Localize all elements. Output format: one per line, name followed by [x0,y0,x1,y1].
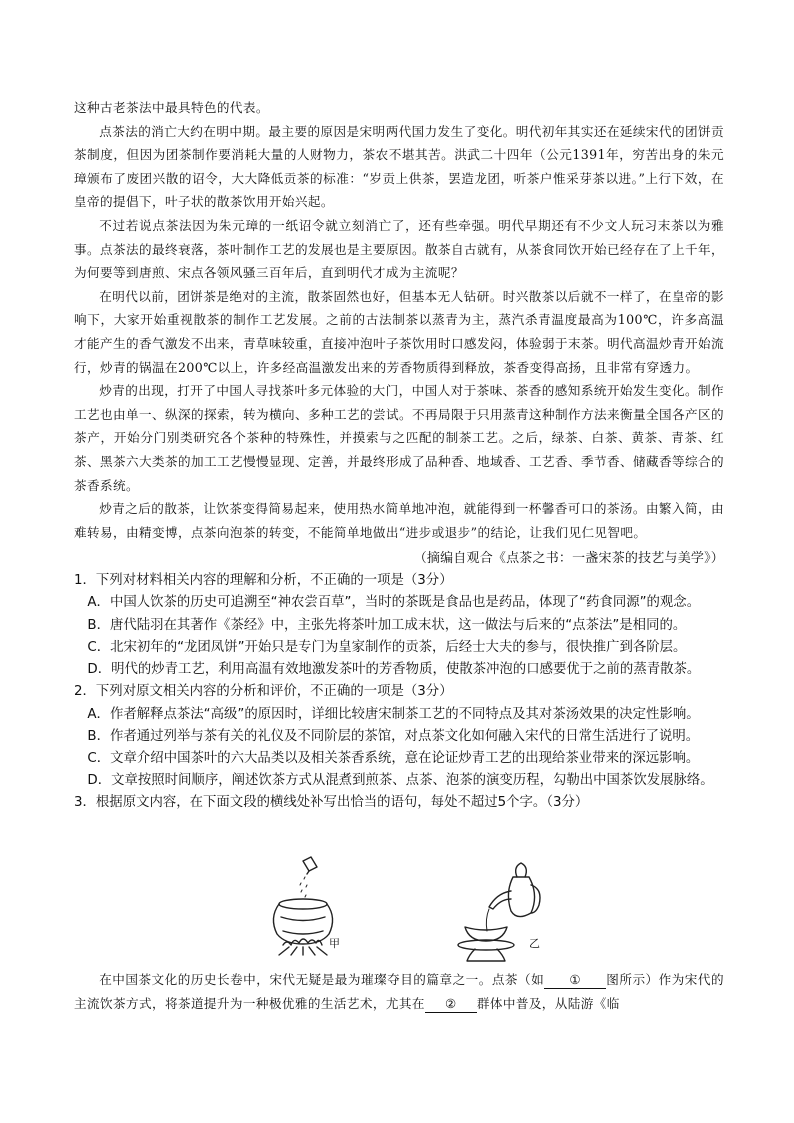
question-2-option-c: C．文章介绍中国茶叶的六大品类以及相关茶香系统，意在论证炒青工艺的出现给茶业带来的深远影响。 [87,750,700,766]
passage-source: （摘编自观合《点茶之书：一盏宋茶的技艺与美学》） [413,551,724,567]
tea-ewer-icon [489,863,540,917]
tea-cup-stand-icon [458,927,514,961]
tea-illustration-drawing [255,855,555,965]
fill-in-passage [74,968,724,1015]
fill-text-segment-2: 图所示）作为宋代的主流饮茶方式，将茶道提升为一种极优雅的生活艺术，尤其在 [74,972,724,1011]
falling-powder-icon [300,877,307,897]
question-1-option-d: D．明代的炒青工艺，利用高温有效地激发茶叶的芳香物质，使散茶冲泡的口感要优于之前的蒸青散茶。 [87,662,701,678]
question-1-option-b: B．唐代陆羽在其著作《茶经》中，主张先将茶叶加工成末状，这一做法与后来的“点茶法”是相同的。 [87,617,687,633]
question-2-option-d: D．文章按照时间顺序，阐述饮茶方式从混煮到煎茶、点茶、泡茶的演变历程，勾勒出中国茶饮发展脉络。 [87,773,714,789]
fire-icon [279,939,327,955]
passage-paragraph-5: 炒青之后的散茶，让饮茶变得简易起来，使用热水简单地冲泡，就能得到一杯馨香可口的茶汤。由繁入简，由难转易，由精变博，点茶向泡茶的转变，不能简单地做出“进步或退步”的结论，让我们见仁见智吧。 [74,501,724,540]
question-3 [74,792,724,814]
question-1 [74,570,724,681]
question-2 [74,681,724,792]
fill-blank-1[interactable]: ① [544,972,606,989]
reading-passage [74,96,724,815]
passage-paragraph-1: 点茶法的消亡大约在明中期。最主要的原因是宋明两代国力发生了变化。明代初年其实还在延续宋代的团饼贡茶制度，但因为团茶制作要消耗大量的人财物力，茶农不堪其苦。洪武二十四年（公元1391年，穷苦出身的朱元璋颁布了废团兴散的诏令，大大降低贡茶的标准：“岁贡上供茶，罢造龙团，听茶户惟采芽茶以进。”上行下效，在皇帝的提倡下，叶子状的散茶饮用开始兴起。 [74,123,724,210]
question-1-option-c: C．北宋初年的“龙团凤饼”开始只是专门为皇家制作的贡茶，后经士大夫的参与，很快推广到各阶层。 [87,639,687,655]
question-2-option-a: A．作者解释点茶法“高级”的原因时，详细比较唐宋制茶工艺的不同特点及其对茶汤效果的决定性影响。 [87,706,700,722]
passage-paragraph-4: 炒青的出现，打开了中国人寻找茶叶多元体验的大门，中国人对于茶味、茶香的感知系统开始发生变化。制作工艺也由单一、纵深的探索，转为横向、多种工艺的尝试。不再局限于只用蒸青这种制作方法来衡量全国各产区的茶产，开始分门别类研究各个茶种的特殊性，并摸索与之匹配的制茶工艺。之后，绿茶、白茶、黄茶、青茶、红茶、黑茶六大类茶的加工工艺慢慢显现、定善，并最终形成了品种香、地域香、工艺香、季节香、储藏香等综合的茶香系统。 [74,383,724,493]
fill-text-segment-3: 群体中普及，从陆游《临 [476,995,620,1011]
passage-intro-line: 这种古老茶法中最具特色的代表。 [74,100,269,115]
question-3-stem: 3．根据原文内容，在下面文段的横线处补写出恰当的语句，每处不超过5个字。（3分） [74,795,589,811]
question-1-option-a: A．中国人饮茶的历史可追溯至“神农尝百草”，当时的茶既是食品也是药品，体现了“药食同源”的观念。 [87,595,701,611]
passage-paragraph-3: 在明代以前，团饼茶是绝对的主流，散茶固然也好，但基本无人钻研。时兴散茶以后就不一样了，在皇帝的影响下，大家开始重视散茶的制作工艺发展。之前的古法制茶以蒸青为主，蒸汽杀青温度最高为100℃，许多高温才能产生的香气激发不出来，青草味较重，直接冲泡叶子茶饮用时口感发闷，体验弱于末茶。明代高温炒青开始流行，炒青的锅温在200℃以上，许多经高温激发出来的芳香物质得到释放，茶香变得高扬，且非常有穿透力。 [74,288,724,375]
powder-jar-icon [303,857,317,874]
tea-illustration [255,855,555,965]
figure-label-yi: 乙 [529,937,540,950]
fill-in-paragraph [74,968,724,1015]
fill-text-segment-1: 在中国茶文化的历史长卷中，宋代无疑是最为璀璨夺目的篇章之一。点茶（如 [99,972,545,987]
question-1-stem: 1．下列对材料相关内容的理解和分析，不正确的一项是（3分） [74,573,453,589]
cooking-pot-icon [273,899,332,944]
pour-stream-icon [486,909,489,931]
question-2-option-b: B．作者通过列举与茶有关的礼仪及不同阶层的茶馆，对点茶文化如何融入宋代的日常生活进行了说明。 [87,728,700,744]
fill-blank-2[interactable]: ② [425,996,477,1013]
question-2-stem: 2．下列对原文相关内容的分析和评价，不正确的一项是（3分） [74,684,453,700]
figure-label-jia: 甲 [329,937,340,950]
passage-paragraph-2: 不过若说点茶法因为朱元璋的一纸诏令就立刻消亡了，还有些牵强。明代早期还有不少文人玩习末茶以为雅事。点茶法的最终衰落，茶叶制作工艺的发展也是主要原因。散茶自古就有，从茶食同饮开始已经存在了上千年，为何要等到唐煎、宋点各领风骚三百年后，直到明代才成为主流呢？ [74,217,724,281]
